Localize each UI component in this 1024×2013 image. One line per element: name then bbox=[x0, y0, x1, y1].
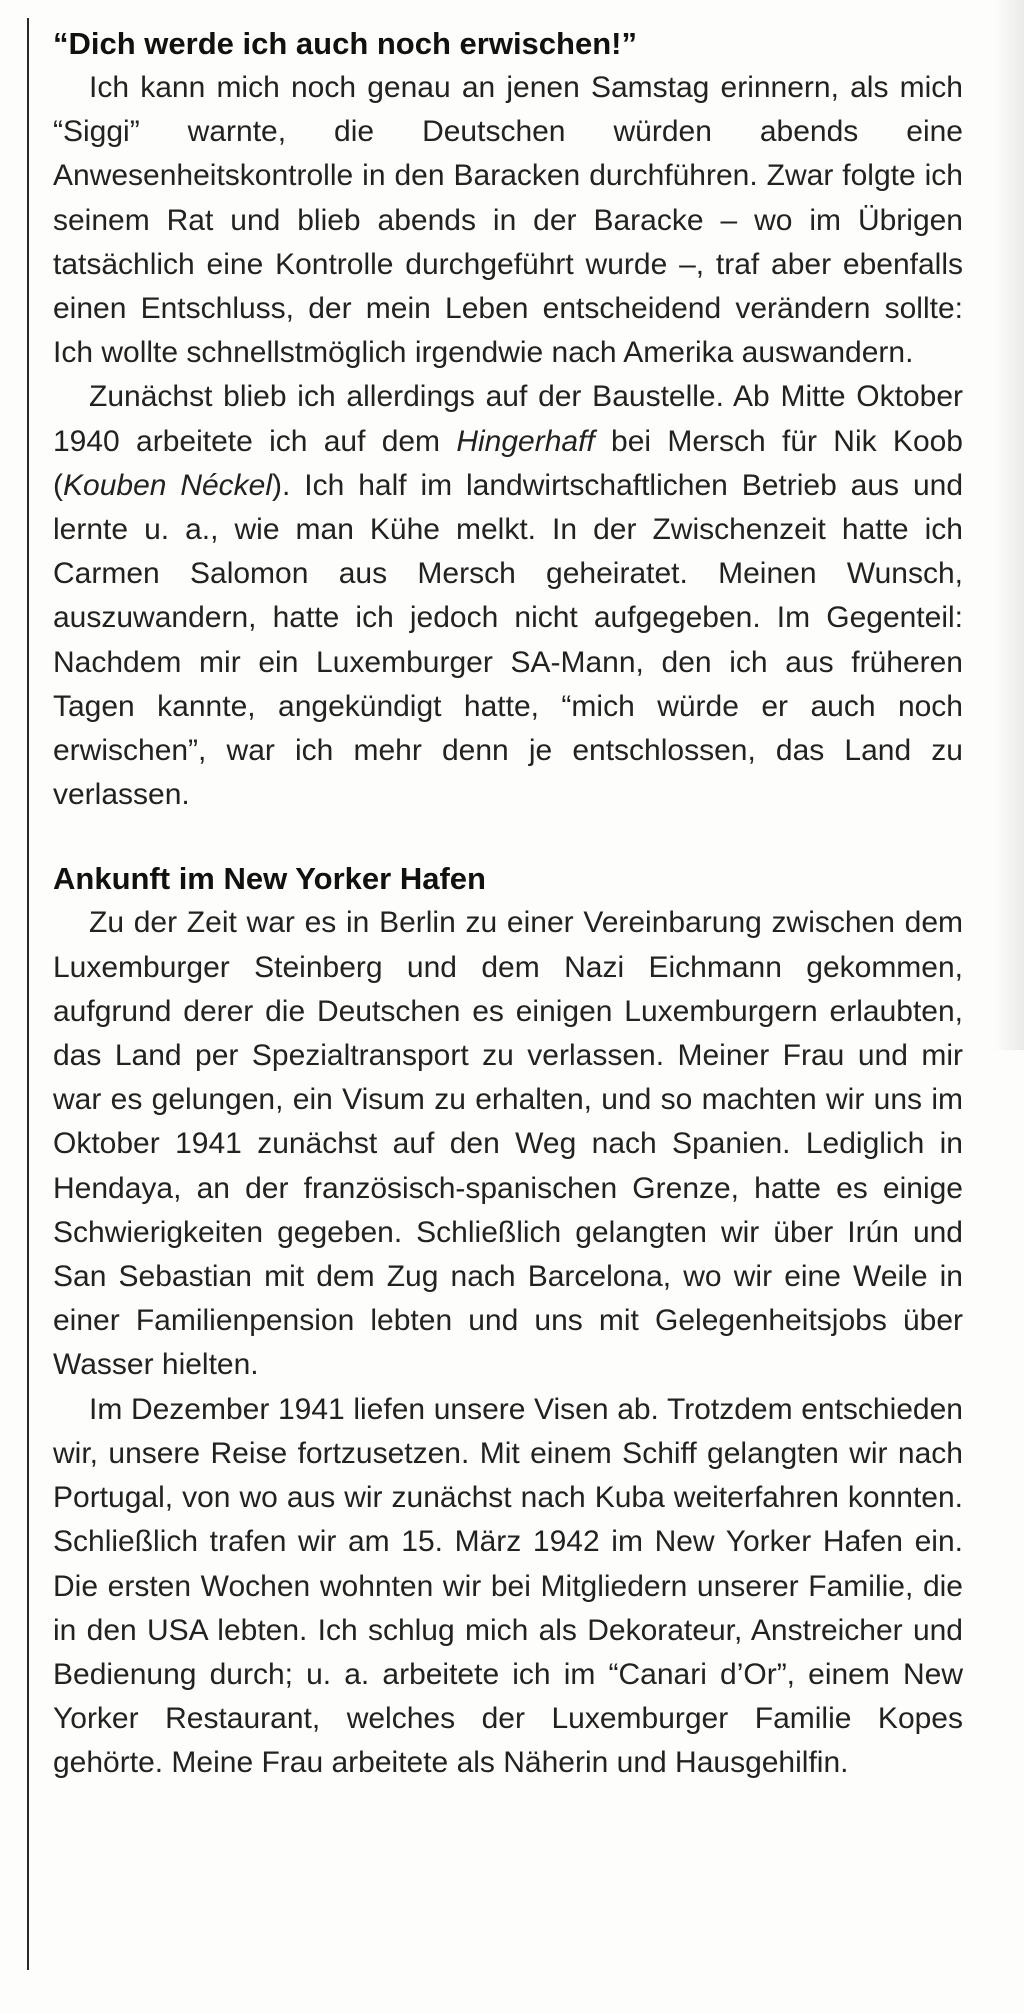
page-edge-shadow bbox=[994, 0, 1024, 1050]
paragraph-1: Ich kann mich noch genau an jenen Samstag erinnern, als mich “Siggi” warnte, die Deutschen würden abends eine Anwesenheitskontrolle in den Baracken durchführen. Zwar folgte ich seinem Rat und blieb abends in der Baracke – wo im Übrigen tatsächlich eine Kontrolle durchgeführt wurde –, traf aber ebenfalls einen Entschluss, der mein Leben entscheidend verändern sollte: Ich wollte schnellstmöglich irgendwie nach Amerika auswandern. bbox=[53, 71, 963, 370]
article-column bbox=[53, 22, 963, 1786]
paragraph-2-text-a: Zunächst blieb ich allerdings auf der Baustelle. Ab Mitte Oktober 1940 arbeitete ich auf dem bbox=[53, 380, 963, 458]
paragraph-4: Im Dezember 1941 liefen unsere Visen ab. Trotzdem entschieden wir, unsere Reise fortzusetzen. Mit einem Schiff gelangten wir nach Portugal, von wo aus wir zunächst nach Kuba weiterfahren konnten. Schließlich trafen wir am 15. März 1942 im New Yorker Hafen ein. Die ersten Wochen wohnten wir bei Mitgliedern unserer Familie, die in den USA lebten. Ich schlug mich als Dekorateur, Anstreicher und Bedienung durch; u. a. arbeitete ich im “Canari d’Or”, einem New Yorker Restaurant, welches der Luxemburger Familie Kopes gehörte. Meine Frau arbeitete als Näherin und Hausgehilfin. bbox=[53, 1392, 963, 1780]
paragraph-2-text-b: bei Mersch für Nik Koob ( bbox=[53, 424, 963, 502]
column-rule bbox=[27, 18, 29, 1970]
place-name-hingerhaff: Hingerhaff bbox=[456, 424, 595, 458]
section-heading-2: Ankunft im New Yorker Hafen bbox=[53, 861, 486, 897]
section-heading-1: “Dich werde ich auch noch erwischen!” bbox=[53, 26, 637, 61]
paragraph-3: Zu der Zeit war es in Berlin zu einer Vereinbarung zwischen dem Luxemburger Steinberg und dem Nazi Eichmann gekommen, aufgrund derer die Deutschen es einigen Luxemburgern erlaubten, das Land per Spezialtransport zu verlassen. Meiner Frau und mir war es gelungen, ein Visum zu erhalten, und so machten wir uns im Oktober 1941 zunächst auf den Weg nach Spanien. Lediglich in Hendaya, an der französisch-spanischen Grenze, hatte es einige Schwierigkeiten gegeben. Schließlich gelangten wir über Irún und San Sebastian mit dem Zug nach Barcelona, wo wir eine Weile in einer Familienpension lebten und uns mit Gelegenheitsjobs über Wasser hielten. bbox=[53, 906, 963, 1382]
nickname-kouben-neckel: Kouben Néckel bbox=[63, 468, 273, 502]
paragraph-2 bbox=[53, 375, 963, 817]
paragraph-2-text-c: ). Ich half im landwirtschaftlichen Betrieb aus und lernte u. a., wie man Kühe melkt. In der Zwischenzeit hatte ich Carmen Salomon aus Mersch geheiratet. Meinen Wunsch, auszuwandern, hatte ich jedoch nicht aufgegeben. Im Gegenteil: Nachdem mir ein Luxemburger SA-Mann, den ich aus früheren Tagen kannte, angekündigt hatte, “mich würde er auch noch erwischen”, war ich mehr denn je entschlossen, das Land zu verlassen. bbox=[53, 468, 963, 812]
